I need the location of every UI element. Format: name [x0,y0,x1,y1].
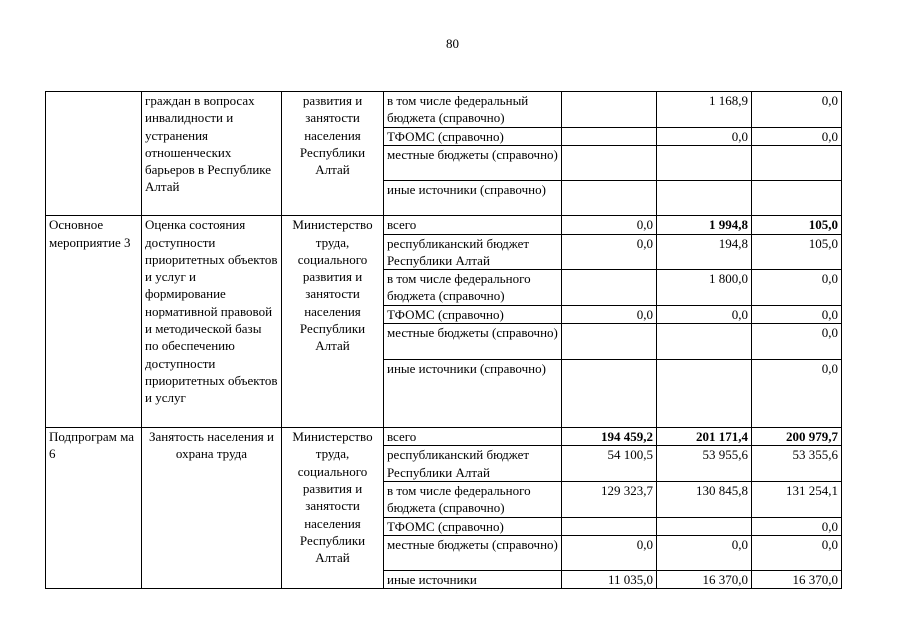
funding-source: ТФОМС (справочно) [384,128,562,146]
funding-source: в том числе федерального бюджета (справочно) [384,481,562,517]
funding-source: местные бюджеты (справочно) [384,535,562,570]
value-cell: 54 100,5 [562,446,657,482]
value-cell: 200 979,7 [752,428,842,446]
funding-source: всего [384,216,562,234]
value-cell [752,146,842,181]
executor-cell: Министерство труда, социального развития и занятости населения Республики Алтай [282,216,384,428]
value-cell: 0,0 [657,128,752,146]
program-name-cell: Подпрограм ма 6 [46,428,142,589]
value-cell: 0,0 [752,270,842,306]
value-cell: 194,8 [657,234,752,270]
funding-source: ТФОМС (справочно) [384,305,562,323]
value-cell: 53 955,6 [657,446,752,482]
table-row [46,92,842,128]
value-cell: 0,0 [657,535,752,570]
program-name-cell: Основное мероприятие 3 [46,216,142,428]
value-cell [657,146,752,181]
value-cell [657,324,752,360]
value-cell: 201 171,4 [657,428,752,446]
value-cell: 194 459,2 [562,428,657,446]
measure-description: граждан в вопросах инвалидности и устранения отношенческих барьеров в Республике Алтай [142,92,282,216]
value-cell: 105,0 [752,234,842,270]
funding-source: иные источники (справочно) [384,181,562,216]
funding-source: иные источники (справочно) [384,360,562,428]
value-cell: 0,0 [752,305,842,323]
value-cell: 0,0 [752,517,842,535]
value-cell [562,128,657,146]
value-cell [562,270,657,306]
value-cell: 16 370,0 [752,570,842,588]
funding-source: иные источники [384,570,562,588]
table-row [46,428,842,446]
value-cell: 11 035,0 [562,570,657,588]
value-cell: 0,0 [752,324,842,360]
value-cell: 129 323,7 [562,481,657,517]
value-cell [657,360,752,428]
value-cell: 0,0 [752,128,842,146]
value-cell: 0,0 [562,234,657,270]
value-cell [657,181,752,216]
value-cell: 0,0 [562,216,657,234]
value-cell: 131 254,1 [752,481,842,517]
value-cell: 0,0 [562,535,657,570]
value-cell: 16 370,0 [657,570,752,588]
funding-source: в том числе федеральный бюджета (справочно) [384,92,562,128]
value-cell: 0,0 [562,305,657,323]
value-cell: 0,0 [752,535,842,570]
funding-source: местные бюджеты (справочно) [384,146,562,181]
page-number: 80 [446,36,459,51]
value-cell [752,181,842,216]
value-cell: 53 355,6 [752,446,842,482]
funding-source: в том числе федерального бюджета (справочно) [384,270,562,306]
value-cell: 0,0 [657,305,752,323]
funding-source: республиканский бюджет Республики Алтай [384,234,562,270]
value-cell [657,517,752,535]
value-cell [562,92,657,128]
funding-source: ТФОМС (справочно) [384,517,562,535]
value-cell: 130 845,8 [657,481,752,517]
measure-description: Оценка состояния доступности приоритетных объектов и услуг и формирование нормативной правовой и методической базы по обеспечению доступности приоритетных объектов и услуг [142,216,282,428]
value-cell: 0,0 [752,360,842,428]
value-cell: 0,0 [752,92,842,128]
executor-cell: развития и занятости населения Республики Алтай [282,92,384,216]
value-cell: 105,0 [752,216,842,234]
value-cell [562,517,657,535]
value-cell: 1 800,0 [657,270,752,306]
value-cell: 1 168,9 [657,92,752,128]
table-row [46,216,842,234]
funding-source: всего [384,428,562,446]
value-cell [562,360,657,428]
value-cell [562,146,657,181]
funding-source: местные бюджеты (справочно) [384,324,562,360]
measure-description: Занятость населения и охрана труда [142,428,282,589]
budget-table [45,91,842,589]
value-cell [562,324,657,360]
executor-cell: Министерство труда, социального развития и занятости населения Республики Алтай [282,428,384,589]
funding-source: республиканский бюджет Республики Алтай [384,446,562,482]
program-name-cell [46,92,142,216]
value-cell [562,181,657,216]
value-cell: 1 994,8 [657,216,752,234]
